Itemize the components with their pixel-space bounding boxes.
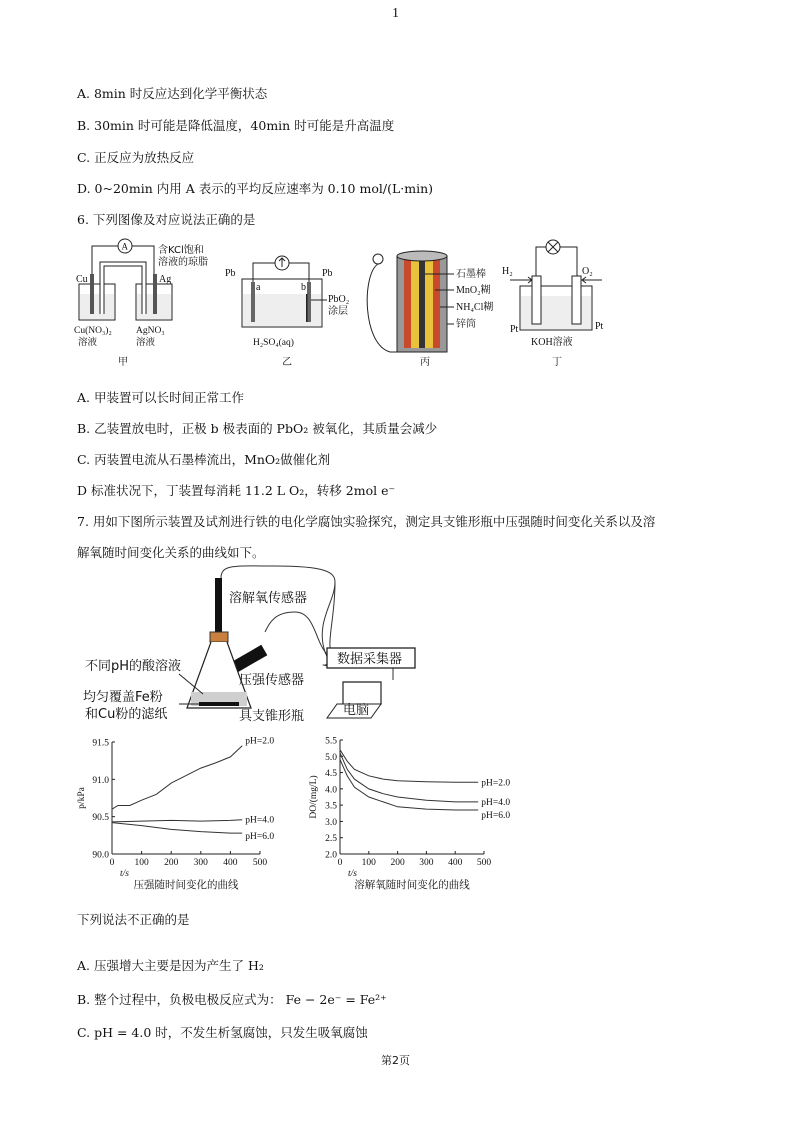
fig-bing (367, 251, 493, 368)
q5-option-b: B. 30min 时可能是降低温度，40min 时可能是升高温度 (77, 118, 395, 133)
label-collector: 数据采集器 (337, 652, 403, 667)
chart-title: 溶解氧随时间变化的曲线 (354, 879, 470, 891)
series-label: pH=4.0 (245, 815, 275, 826)
x-tick-label: 200 (390, 858, 405, 868)
series-label: pH=2.0 (245, 736, 275, 747)
x-tick-label: 300 (193, 858, 208, 868)
fig-yi (225, 256, 349, 368)
bing-l3: NH₄Cl糊 (456, 302, 494, 313)
yi-caption: 乙 (282, 357, 292, 368)
jia-bridge-l2: 溶液的琼脂 (158, 257, 208, 268)
ding-caption: 丁 (552, 357, 562, 368)
q5-option-a: A. 8min 时反应达到化学平衡状态 (77, 86, 268, 101)
fig-jia (74, 239, 208, 368)
q6-option-d: D 标准状况下，丁装置每消耗 11.2 L O₂，转移 2mol e⁻ (77, 483, 396, 498)
bing-l1: 石墨棒 (456, 269, 486, 280)
q6-option-b: B. 乙装置放电时，正极 b 极表面的 PbO₂ 被氧化，其质量会减少 (77, 421, 438, 436)
page-top-number: 1 (392, 6, 399, 21)
series-label: pH=4.0 (481, 797, 511, 808)
series-line-pH=2.0 (340, 750, 478, 783)
x-tick-label: 0 (109, 858, 115, 868)
q7-option-c: C. pH = 4.0 时，不发生析氢腐蚀，只发生吸氧腐蚀 (77, 1025, 368, 1040)
y-tick-label: 5.0 (325, 752, 337, 763)
jia-sol-right: AgNO₃ (136, 326, 165, 336)
jia-bridge-l1: 含KCl饱和 (158, 245, 204, 256)
series-line-pH=6.0 (340, 760, 478, 811)
yi-pb-left: Pb (225, 268, 236, 279)
x-tick-label: 400 (223, 858, 238, 868)
x-tick-label: 400 (448, 858, 463, 868)
series-line-pH=6.0 (112, 823, 242, 834)
yi-coat: 涂层 (328, 306, 348, 317)
yi-pb-right: Pb (322, 268, 333, 279)
x-axis-label: t/s (120, 869, 129, 879)
ding-pt-right: Pt (595, 321, 604, 332)
label-acid: 不同pH的酸溶液 (85, 659, 182, 674)
y-tick-label: 3.0 (325, 817, 337, 828)
yi-acid: H₂SO₄(aq) (253, 338, 294, 348)
y-axis-label: p/kPa (77, 787, 87, 809)
pressure-chart (74, 732, 314, 902)
q7-option-a: A. 压强增大主要是因为产生了 H₂ (77, 958, 264, 973)
fig-ding (502, 240, 604, 368)
jia-caption: 甲 (118, 357, 128, 368)
label-do-sensor: 溶解氧传感器 (229, 591, 308, 606)
x-tick-label: 500 (252, 858, 268, 868)
jia-sol-left: Cu(NO₃)₂ (74, 326, 112, 336)
q6-option-a: A. 甲装置可以长时间正常工作 (77, 390, 244, 405)
page-footer: 第2页 (381, 1054, 410, 1067)
q7-apparatus (75, 562, 475, 732)
jia-meter: A (121, 241, 128, 252)
series-line-pH=4.0 (340, 753, 478, 802)
q6-option-c: C. 丙装置电流从石墨棒流出，MnO₂做催化剂 (77, 452, 331, 467)
jia-sol-right2: 溶液 (136, 337, 156, 348)
chart-title: 压强随时间变化的曲线 (133, 879, 239, 891)
q5-option-c: C. 正反应为放热反应 (77, 150, 195, 165)
label-computer: 电脑 (343, 703, 370, 718)
yi-a: a (256, 282, 261, 293)
q7-option-b: B. 整个过程中，负极电极反应式为： Fe − 2e⁻ = Fe²⁺ (77, 992, 387, 1007)
series-line-pH=2.0 (112, 746, 242, 810)
q6-figures (70, 234, 630, 376)
y-tick-label: 91.0 (92, 775, 109, 786)
x-tick-label: 200 (164, 858, 179, 868)
jia-ag: Ag (159, 274, 172, 285)
x-axis-label: t/s (348, 869, 357, 879)
y-tick-label: 2.0 (325, 850, 337, 861)
ding-h2: H₂ (502, 266, 513, 277)
y-tick-label: 90.5 (92, 813, 109, 824)
y-tick-label: 5.5 (325, 736, 337, 747)
ding-o2: O₂ (582, 266, 593, 277)
y-tick-label: 4.0 (325, 785, 337, 796)
jia-cu: Cu (76, 274, 88, 285)
do-chart (309, 732, 554, 902)
ding-koh: KOH溶液 (531, 337, 573, 348)
q7-stem-line1: 7. 用如下图所示装置及试剂进行铁的电化学腐蚀实验探究，测定具支锥形瓶中压强随时间变化关系以及溶 (77, 514, 656, 529)
series-label: pH=6.0 (245, 832, 275, 843)
q7-question: 下列说法不正确的是 (77, 912, 190, 927)
q6-stem: 6. 下列图像及对应说法正确的是 (77, 212, 256, 227)
label-pressure-sensor: 压强传感器 (239, 673, 305, 688)
ding-pt-left: Pt (510, 324, 519, 335)
label-paper-l2: 和Cu粉的滤纸 (85, 707, 168, 722)
y-tick-label: 2.5 (325, 834, 337, 845)
series-label: pH=6.0 (481, 811, 511, 822)
q5-option-d: D. 0~20min 内用 A 表示的平均反应速率为 0.10 mol/(L·min) (77, 181, 434, 196)
x-tick-label: 500 (476, 858, 492, 868)
series-label: pH=2.0 (481, 778, 511, 789)
y-axis-label: DO/(mg/L) (309, 775, 319, 819)
jia-sol-left2: 溶液 (78, 337, 98, 348)
x-tick-label: 300 (419, 858, 434, 868)
bing-l2: MnO₂糊 (456, 285, 491, 296)
x-tick-label: 100 (134, 858, 149, 868)
q7-stem-line2: 解氧随时间变化关系的曲线如下。 (77, 545, 265, 560)
yi-b: b (301, 282, 306, 293)
bing-l4: 锌筒 (456, 319, 476, 330)
y-tick-label: 4.5 (325, 769, 337, 780)
yi-pbo2: PbO₂ (328, 294, 350, 305)
y-tick-label: 91.5 (92, 738, 109, 749)
series-line-pH=4.0 (112, 820, 242, 822)
x-tick-label: 0 (337, 858, 343, 868)
y-tick-label: 3.5 (325, 801, 337, 812)
label-paper-l1: 均匀覆盖Fe粉 (83, 690, 163, 705)
label-flask: 具支锥形瓶 (239, 709, 305, 724)
y-tick-label: 90.0 (92, 850, 109, 861)
bing-caption: 丙 (420, 357, 430, 368)
x-tick-label: 100 (361, 858, 376, 868)
